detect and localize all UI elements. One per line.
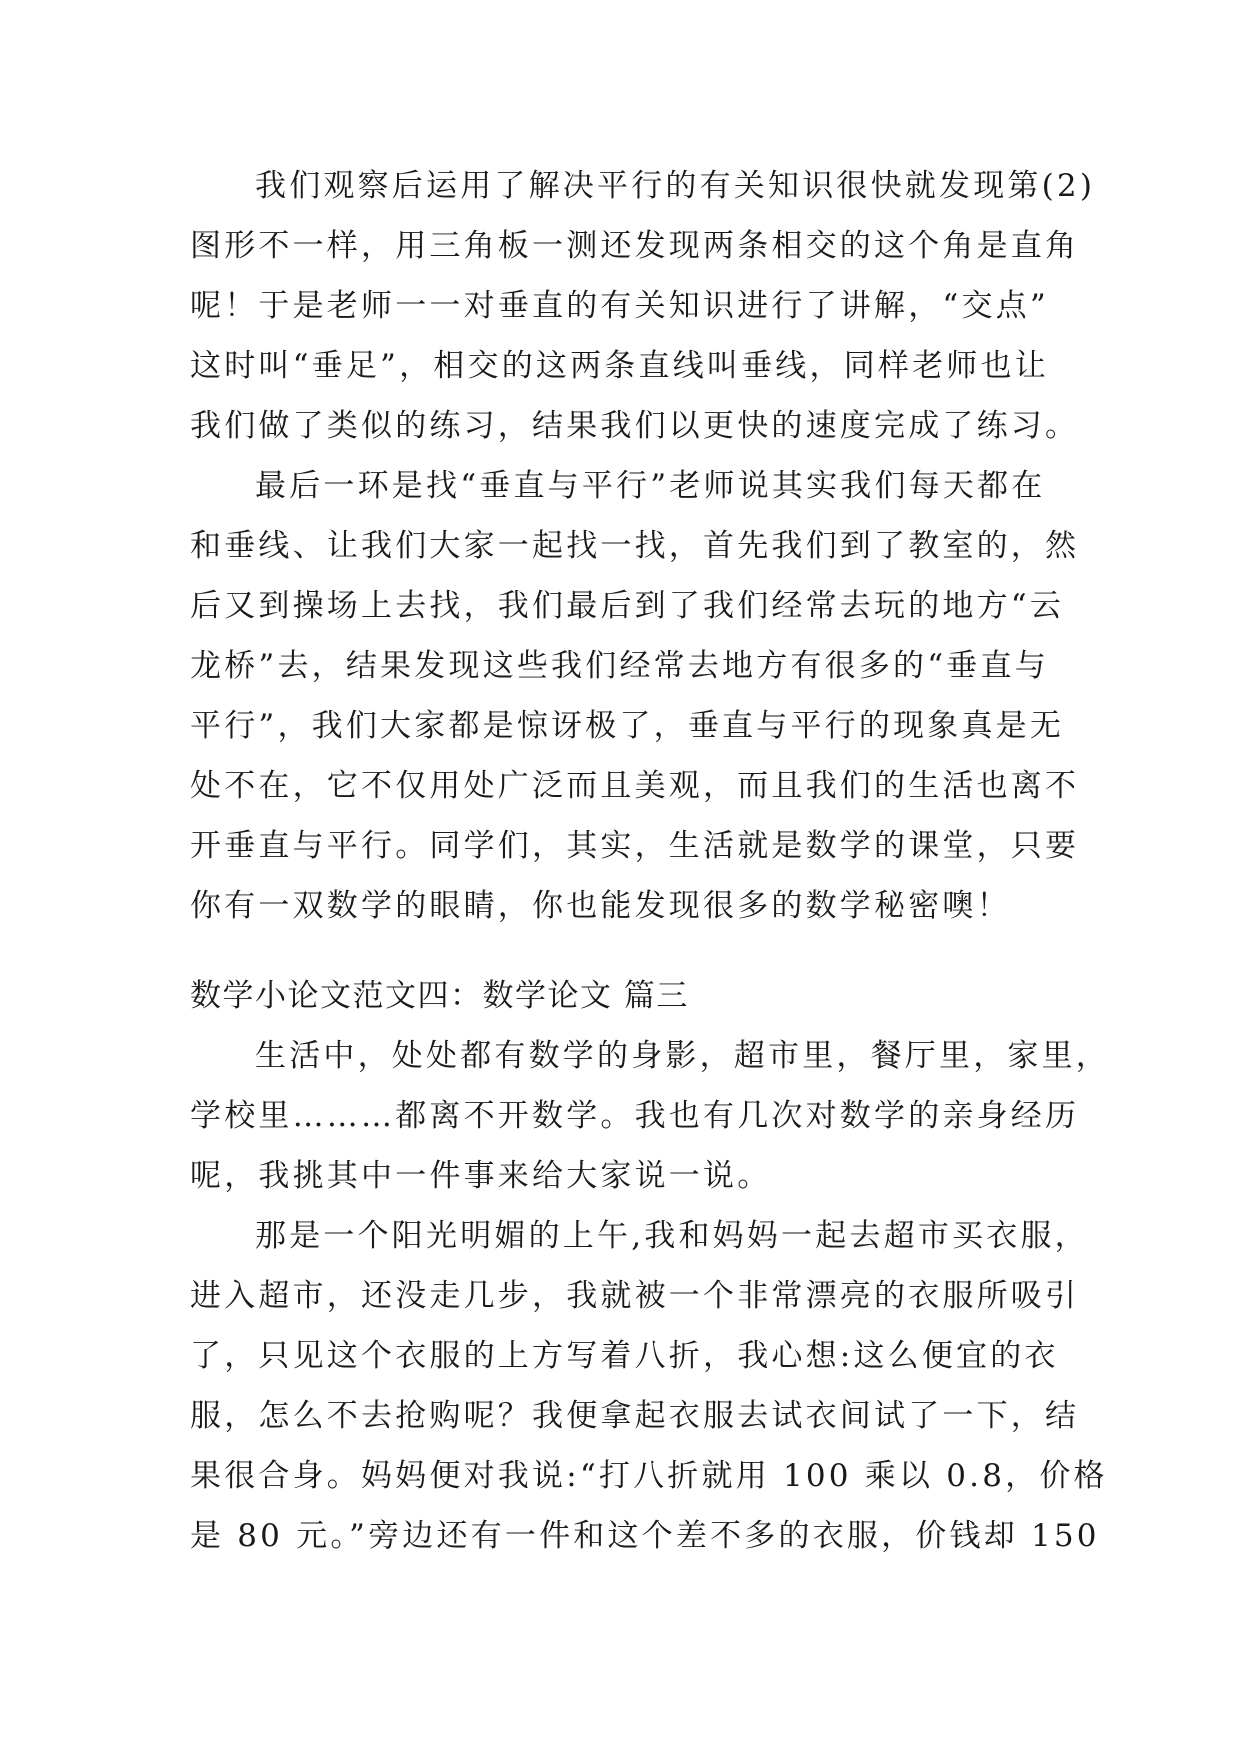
text-line: 那是一个阳光明媚的上午,我和妈妈一起去超市买衣服， (255, 1218, 1089, 1254)
text-line: 学校里………都离不开数学。我也有几次对数学的亲身经历 (190, 1098, 1080, 1134)
text-line: 和垂线、让我们大家一起找一找，首先我们到了教室的，然 (190, 528, 1080, 564)
text-line: 图形不一样，用三角板一测还发现两条相交的这个角是直角 (190, 228, 1080, 264)
text-line: 我们做了类似的练习，结果我们以更快的速度完成了练习。 (190, 408, 1080, 444)
text-line: 了，只见这个衣服的上方写着八折，我心想:这么便宜的衣 (190, 1338, 1059, 1374)
text-line: 平行”，我们大家都是惊讶极了，垂直与平行的现象真是无 (190, 708, 1065, 744)
text-line: 龙桥”去，结果发现这些我们经常去地方有很多的“垂直与 (190, 648, 1049, 684)
text-line: 后又到操场上去找，我们最后到了我们经常去玩的地方“云 (190, 588, 1065, 624)
text-line: 服，怎么不去抢购呢？我便拿起衣服去试衣间试了一下，结 (190, 1398, 1080, 1434)
section-heading: 数学小论文范文四：数学论文 篇三 (190, 978, 689, 1014)
text-line: 呢，我挑其中一件事来给大家说一说。 (190, 1158, 772, 1194)
text-line: 这时叫“垂足”，相交的这两条直线叫垂线，同样老师也让 (190, 348, 1049, 384)
text-line: 最后一环是找“垂直与平行”老师说其实我们每天都在 (255, 468, 1046, 504)
text-line: 开垂直与平行。同学们，其实，生活就是数学的课堂，只要 (190, 828, 1080, 864)
text-line: 呢！于是老师一一对垂直的有关知识进行了讲解，“交点” (190, 288, 1049, 324)
text-line: 你有一双数学的眼睛，你也能发现很多的数学秘密噢！ (190, 888, 1011, 924)
text-line: 生活中，处处都有数学的身影，超市里，餐厅里，家里， (255, 1038, 1110, 1074)
text-line: 进入超市，还没走几步，我就被一个非常漂亮的衣服所吸引 (190, 1278, 1080, 1314)
text-line: 是 80 元。”旁边还有一件和这个差不多的衣服，价钱却 150 (190, 1518, 1100, 1554)
text-line: 处不在，它不仅用处广泛而且美观，而且我们的生活也离不 (190, 768, 1080, 804)
text-line: 果很合身。妈妈便对我说:“打八折就用 100 乘以 0.8，价格 (190, 1458, 1108, 1494)
text-line: 我们观察后运用了解决平行的有关知识很快就发现第(2) (255, 168, 1096, 204)
